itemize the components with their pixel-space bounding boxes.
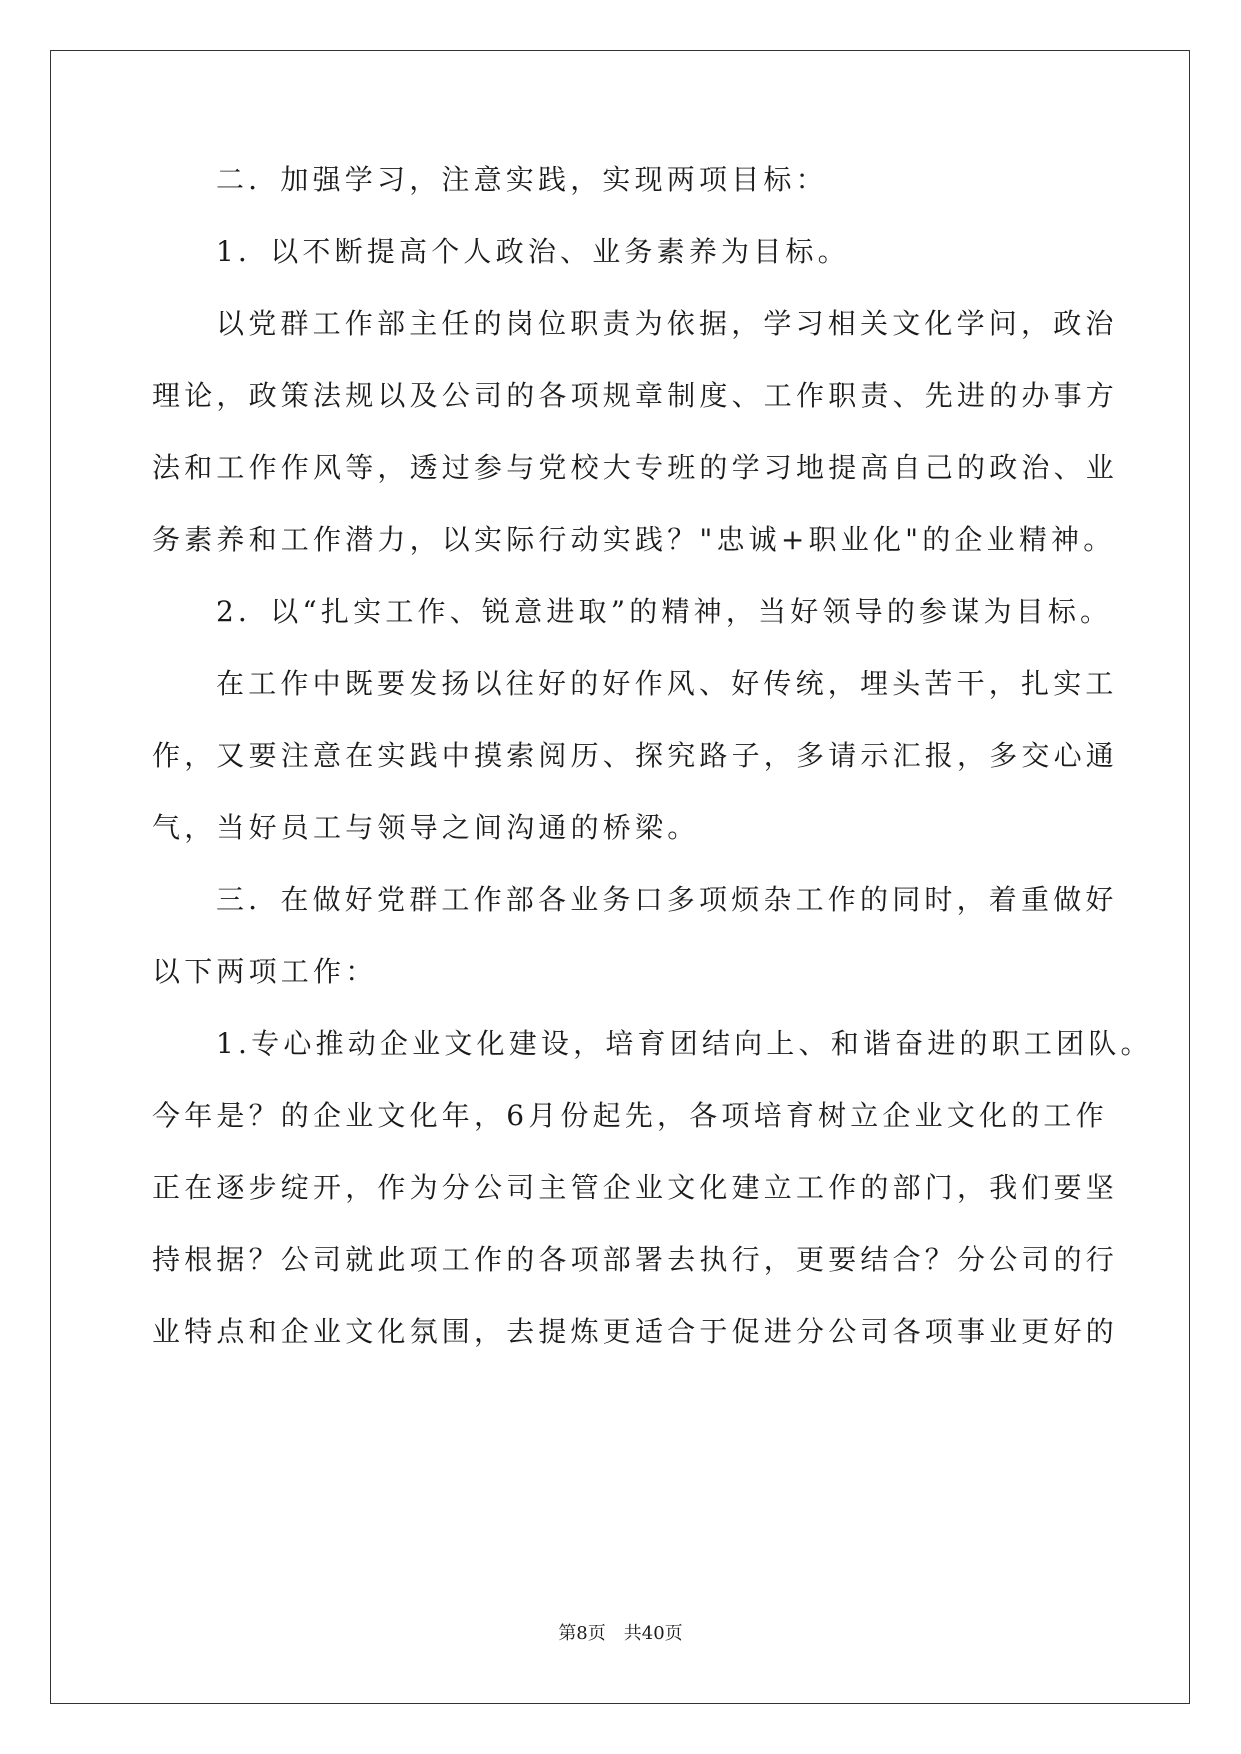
text-line: 正在逐步绽开，作为分公司主管企业文化建立工作的部门，我们要坚: [152, 1171, 1119, 1204]
text-line: 务素养和工作潜力，以实际行动实践？"忠诚+职业化"的企业精神。: [152, 523, 1116, 556]
text-line: 法和工作作风等，透过参与党校大专班的学习地提高自己的政治、业: [152, 451, 1119, 484]
page-border: [50, 50, 1190, 1704]
text-line: 气，当好员工与领导之间沟通的桥梁。: [152, 811, 700, 844]
page-number-footer: 第8页 共40页: [558, 1623, 683, 1644]
text-line: 业特点和企业文化氛围，去提炼更适合于促进分公司各项事业更好的: [152, 1315, 1119, 1348]
text-line: 持根据？公司就此项工作的各项部署去执行，更要结合？分公司的行: [152, 1243, 1119, 1276]
text-line: 以下两项工作：: [152, 955, 378, 988]
text-line: 1．以不断提高个人政治、业务素养为目标。: [216, 235, 850, 268]
text-line: 以党群工作部主任的岗位职责为依据，学习相关文化学问，政治: [216, 307, 1118, 340]
text-line: 今年是？的企业文化年，6月份起先，各项培育树立企业文化的工作: [152, 1099, 1108, 1132]
text-line: 1.专心推动企业文化建设，培育团结向上、和谐奋进的职工团队。: [216, 1027, 1153, 1060]
text-line: 理论，政策法规以及公司的各项规章制度、工作职责、先进的办事方: [152, 379, 1119, 412]
text-line: 2．以“扎实工作、锐意进取”的精神，当好领导的参谋为目标。: [216, 595, 1113, 628]
text-line: 作，又要注意在实践中摸索阅历、探究路子，多请示汇报，多交心通: [152, 739, 1119, 772]
text-line: 在工作中既要发扬以往好的好作风、好传统，埋头苦干，扎实工: [216, 667, 1118, 700]
text-line: 三．在做好党群工作部各业务口多项烦杂工作的同时，着重做好: [216, 883, 1118, 916]
text-line: 二．加强学习，注意实践，实现两项目标：: [216, 163, 828, 196]
